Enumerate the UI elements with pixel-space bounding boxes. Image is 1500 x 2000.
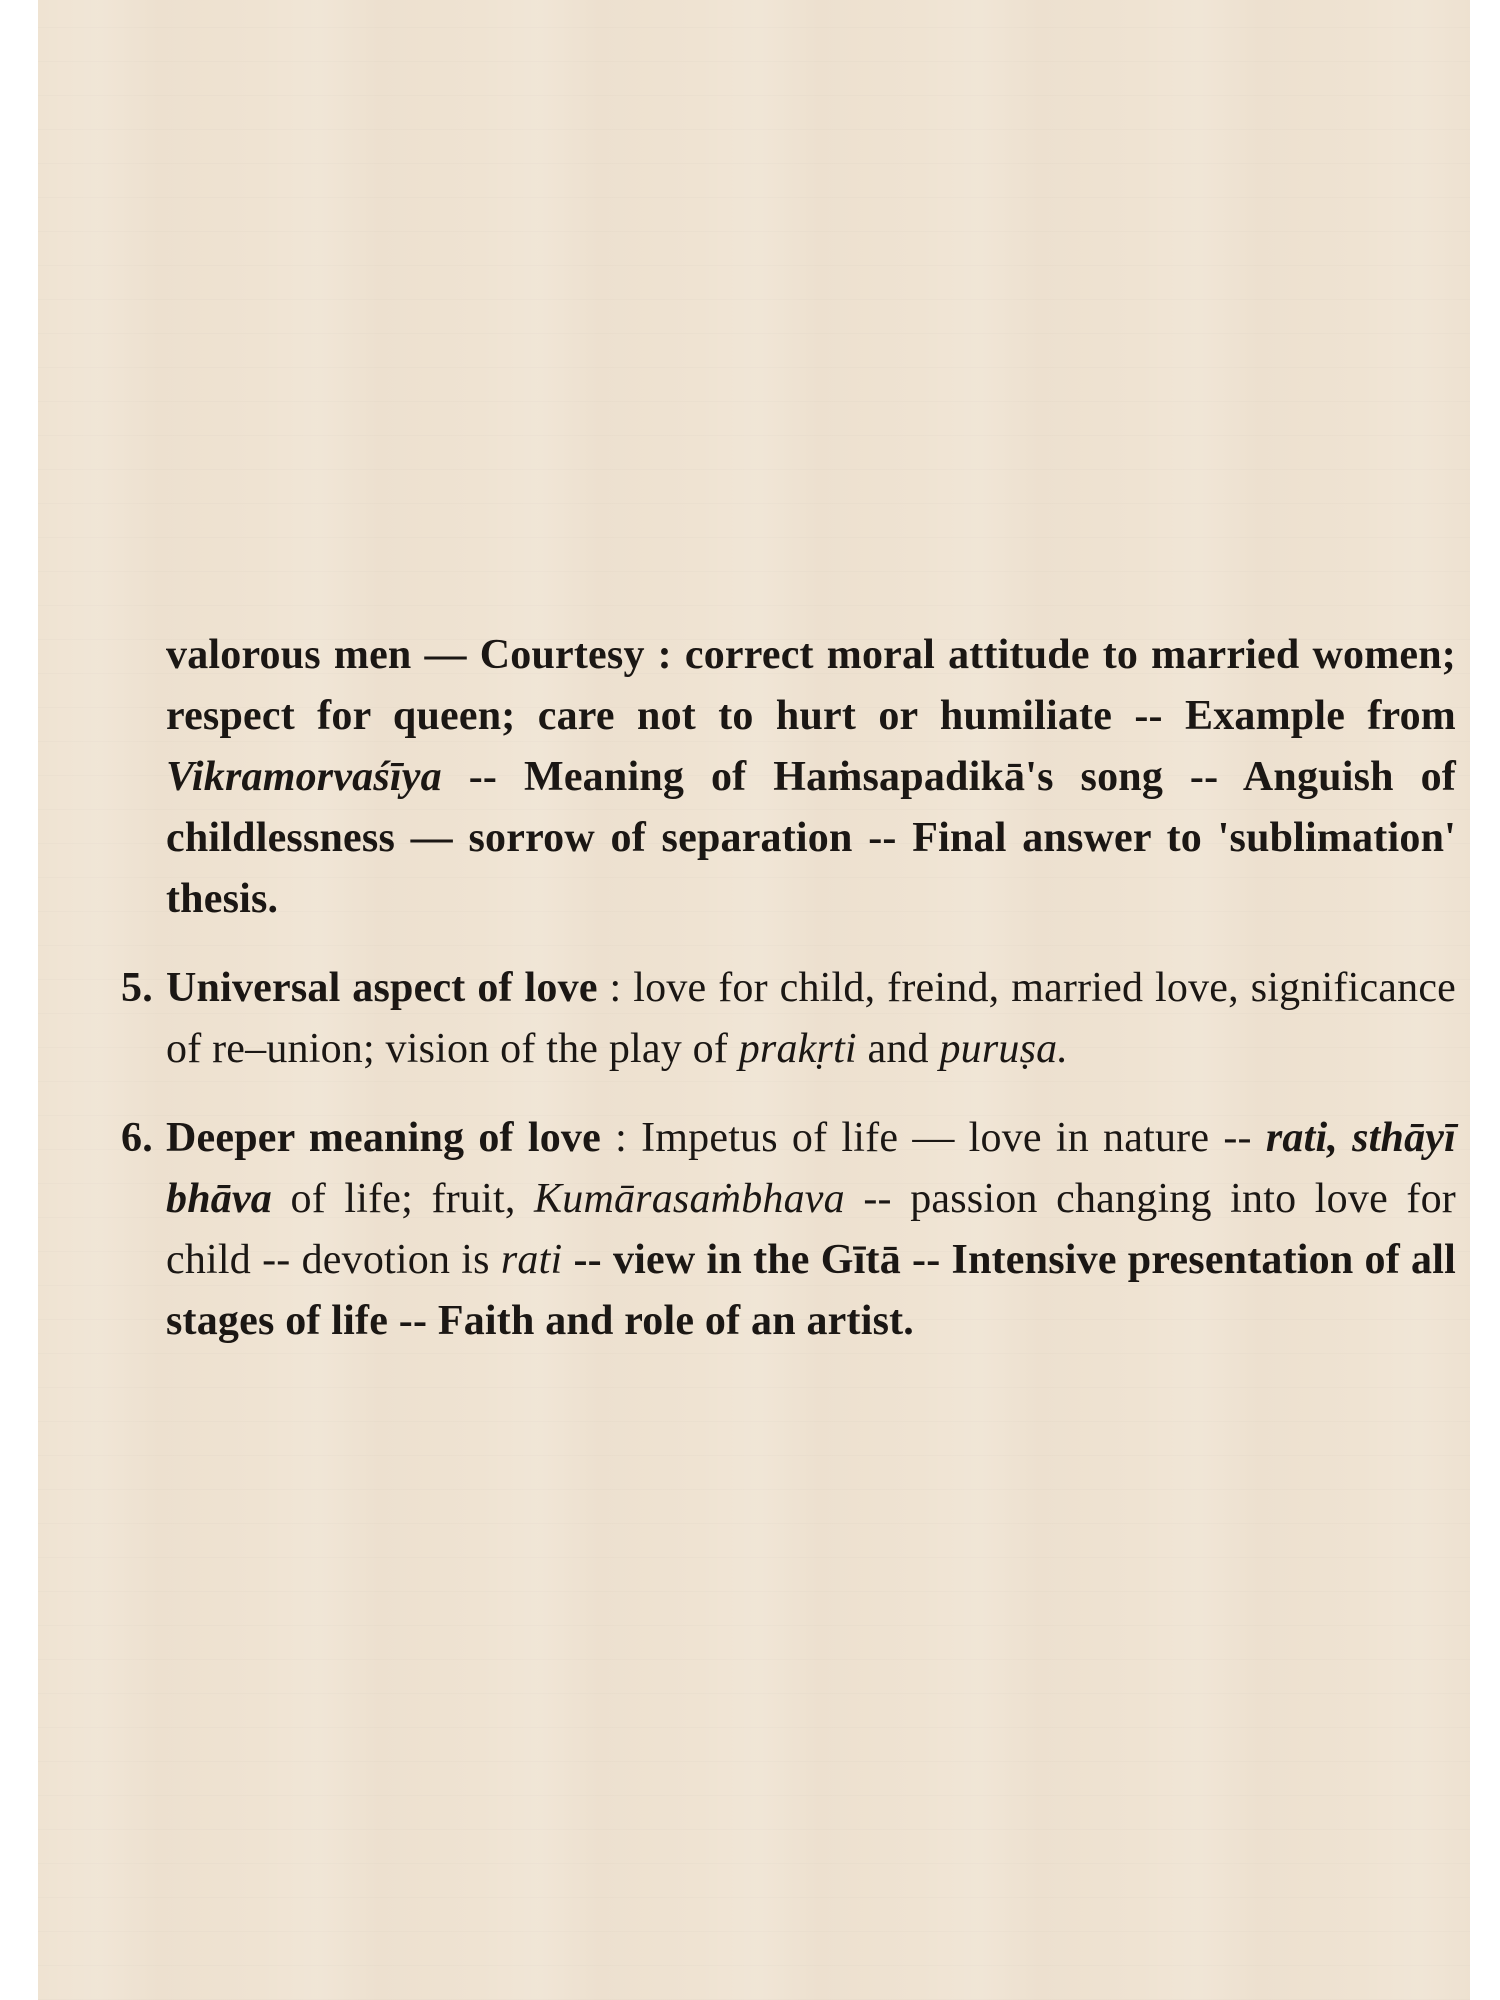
item-number: 5. bbox=[121, 965, 153, 1011]
work-title-vikramorvasiya: Vikramorvaśīya bbox=[166, 754, 442, 800]
continuation-text-1: valorous men — Courtesy : correct moral attitude to married women; respect for queen; care not to hurt or humiliate -- Example from bbox=[166, 632, 1456, 739]
item-text: of life; fruit, bbox=[272, 1176, 535, 1222]
term-rati: rati bbox=[500, 1237, 563, 1283]
item-heading: Deeper meaning of love bbox=[166, 1115, 601, 1161]
continuation-text-2: -- Meaning of Haṁsapadikā's song -- Anguish of childlessness — sorrow of separation -- Final answer to 'sublimation' thesis. bbox=[166, 754, 1456, 922]
term-prakrti: prakṛti bbox=[738, 1026, 857, 1072]
item-text: -- passion changing into love for child -- devotion is bbox=[166, 1176, 1456, 1283]
term-rati-sthayi-bhava: rati, sthāyī bhāva bbox=[166, 1115, 1457, 1222]
list-item-6 bbox=[121, 1108, 1457, 1352]
term-purusa: puruṣa. bbox=[939, 1026, 1069, 1072]
item-heading: Universal aspect of love bbox=[166, 965, 598, 1011]
continuation-paragraph bbox=[128, 625, 1456, 930]
item-number: 6. bbox=[121, 1115, 153, 1161]
work-title-kumarasambhava: Kumārasaṁbhava bbox=[534, 1176, 845, 1222]
item-text: : Impetus of life — love in nature -- bbox=[600, 1115, 1266, 1161]
book-page bbox=[38, 0, 1470, 2000]
item-text: and bbox=[856, 1026, 940, 1072]
contents-text bbox=[121, 625, 1457, 1352]
list-item-5 bbox=[121, 958, 1457, 1080]
item-text: : love for child, freind, married love, significance of re–union; vision of the play of bbox=[166, 965, 1457, 1072]
item-text: -- view in the Gītā -- Intensive presentation of all stages of life -- Faith and role of an artist. bbox=[166, 1237, 1456, 1344]
